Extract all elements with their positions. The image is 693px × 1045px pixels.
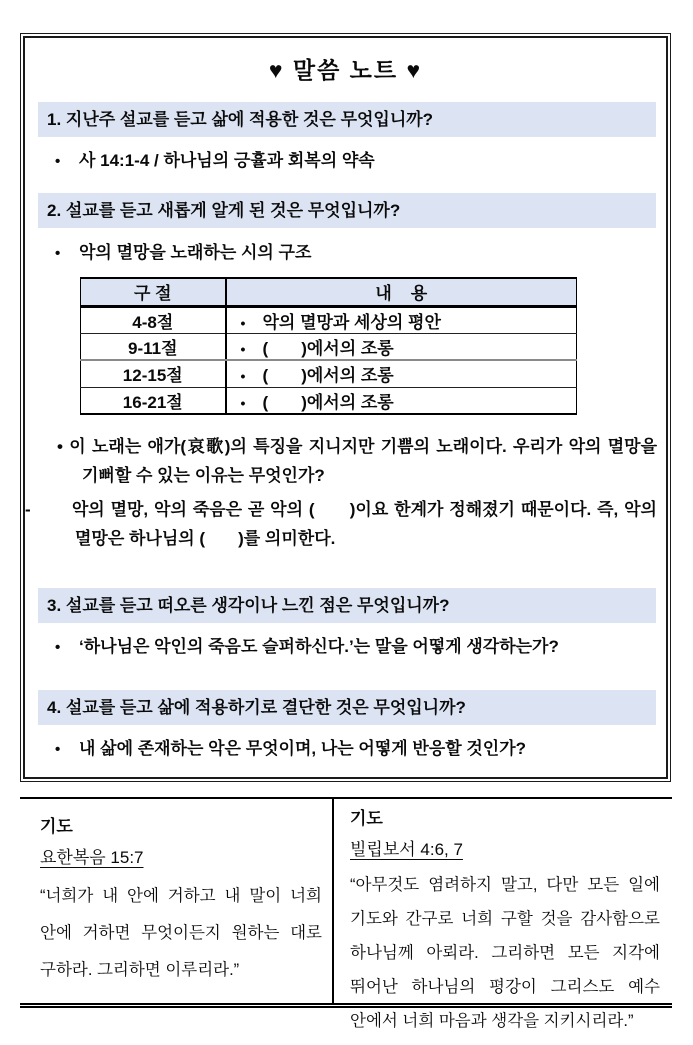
bullet-icon: • [240,368,246,385]
bullet-icon: • [240,340,246,357]
bullet-icon: • [55,153,61,170]
question-1-answer-text: 사 14:1-4 / 하나님의 긍휼과 회복의 약속 [79,151,375,170]
bullet-icon: • [240,394,246,411]
verse-cell: 4-8절 [81,306,226,333]
question-1-header: 1. 지난주 설교를 듣고 삶에 적용한 것은 무엇입니까? [38,102,656,137]
table-header-row [81,278,577,306]
prayer-verse-text: “아무것도 염려하지 말고, 다만 모든 일에 기도와 간구로 너희 구할 것을 감사함으로 하나님께 아뢰라. 그리하면 모든 지각에 뛰어난 하나님의 평강이 그리스도 예수 안에서 너희 마음과 생각을 지키시리라.” [350,876,660,1030]
dash-icon: - [25,500,31,519]
prayer-left-cell [20,799,334,1003]
question-4-header: 4. 설교를 듣고 삶에 적용하기로 결단한 것은 무엇입니까? [38,690,656,725]
note-main-box [20,33,671,782]
column-header-verse: 구 절 [81,278,226,306]
bullet-icon: • [57,437,63,456]
content-text: 악의 멸망과 세상의 평안 [262,312,441,332]
table-row [81,360,577,387]
bullet-icon: • [55,245,61,262]
table-row [81,387,577,414]
content-cell [226,333,577,360]
bullet-icon: • [240,314,246,331]
question-2-note-2 [25,495,662,553]
page-title: ♥ 말씀 노트 ♥ [268,57,423,83]
prayer-heading: 기도 [40,817,73,836]
column-header-content: 내 용 [226,278,577,306]
question-4-answer-text: 내 삶에 존재하는 악은 무엇이며, 나는 어떻게 반응할 것인가? [79,739,527,758]
content-cell [226,306,577,333]
bullet-icon: • [55,741,61,758]
question-1-answer [55,146,655,177]
question-2-note-2-text: 악의 멸망, 악의 죽음은 곧 악의 ( )이요 한계가 정해졌기 때문이다. 즉, 악의 멸망은 하나님의 ( )를 의미한다. [71,500,662,548]
table-row [81,306,577,333]
prayer-right-cell [334,799,672,1030]
verse-cell: 12-15절 [81,360,226,387]
bullet-icon: • [55,639,61,656]
table-row [81,333,577,360]
question-2-header: 2. 설교를 듣고 새롭게 알게 된 것은 무엇입니까? [38,193,656,228]
question-3-header: 3. 설교를 듣고 떠오른 생각이나 느낀 점은 무엇입니까? [38,588,656,623]
content-cell [226,387,577,414]
prayer-verse-text: “너희가 내 안에 거하고 내 말이 너희 안에 거하면 무엇이든지 원하는 대로 구하라. 그리하면 이루리라.” [40,887,322,979]
prayer-reference: 빌립보서 4:6, 7 [350,840,463,859]
prayer-reference: 요한복음 15:7 [40,848,144,867]
question-2-bullet [55,238,655,269]
content-text: ( )에서의 조롱 [262,338,394,358]
question-3-answer [55,632,655,663]
question-2-note-1 [57,432,662,490]
content-text: ( )에서의 조롱 [262,366,394,386]
question-4-answer [55,734,655,765]
question-2-note-1-text: 이 노래는 애가(哀歌)의 특징을 지니지만 기쁨의 노래이다. 우리가 악의 멸망을 기뻐할 수 있는 이유는 무엇인가? [69,437,662,485]
question-2-bullet-text: 악의 멸망을 노래하는 시의 구조 [79,243,312,262]
question-3-answer-text: ‘하나님은 악인의 죽음도 슬퍼하신다.’는 말을 어떻게 생각하는가? [79,637,559,656]
verse-structure-table [80,277,577,415]
verse-cell: 9-11절 [81,333,226,360]
note-main-box-inner [23,36,668,779]
verse-cell: 16-21절 [81,387,226,414]
prayer-heading: 기도 [350,809,383,828]
prayer-section [20,797,672,1030]
content-cell [226,360,577,387]
content-text: ( )에서의 조롱 [262,392,394,412]
